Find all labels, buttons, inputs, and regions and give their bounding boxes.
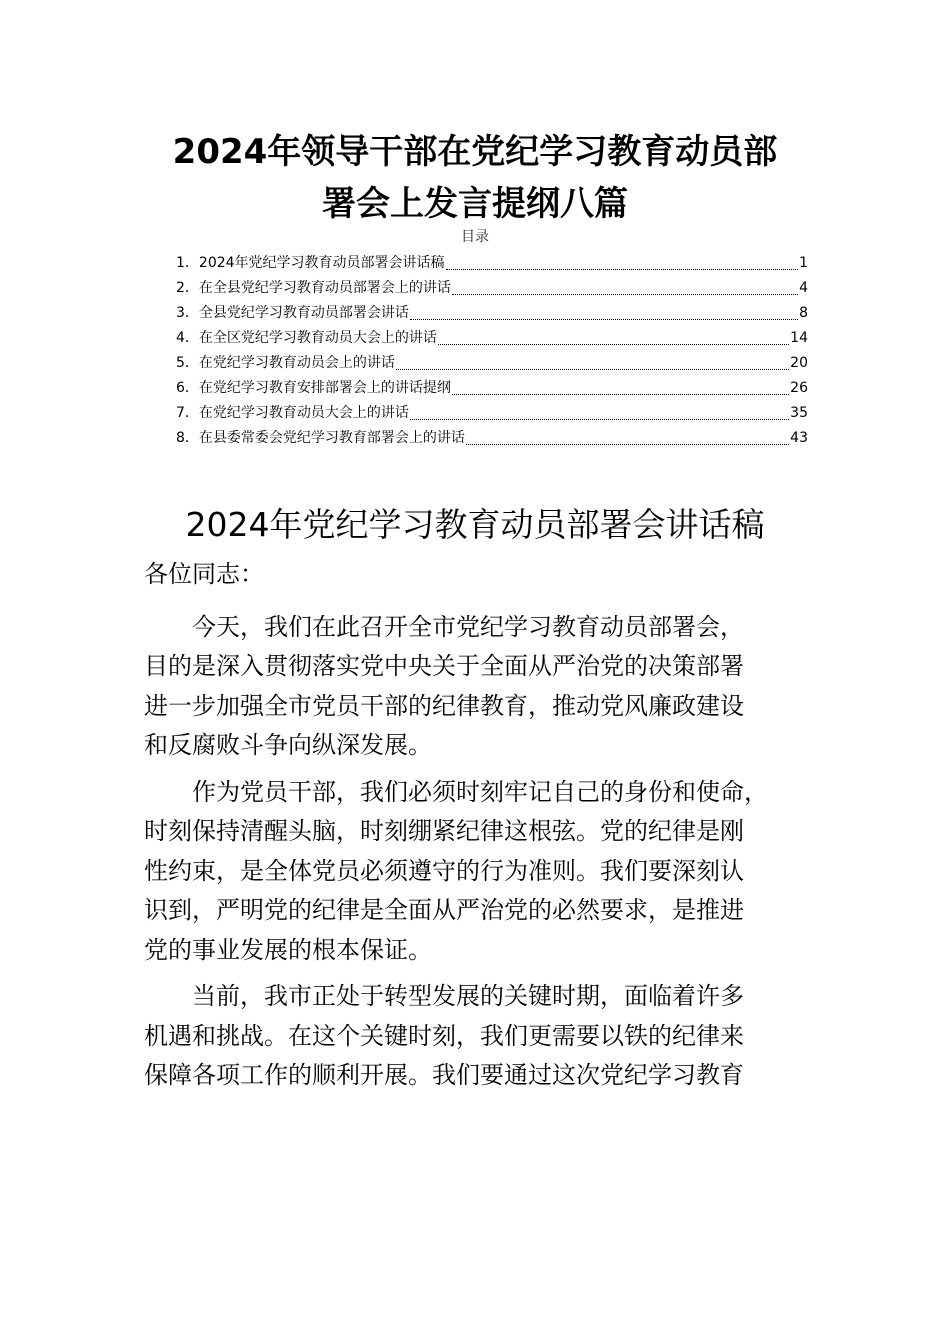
- toc-leader-dots: [438, 344, 789, 345]
- toc-heading: 目录: [461, 229, 489, 245]
- toc-entry[interactable]: [176, 401, 808, 426]
- paragraph-line: 机遇和挑战。在这个关键时刻，我们更需要以铁的纪律来: [144, 1021, 744, 1050]
- toc-leader-dots: [466, 444, 789, 445]
- toc-entry-page: 4: [799, 280, 808, 296]
- toc-entry-title: 2024年党纪学习教育动员部署会讲话稿: [198, 255, 445, 271]
- toc-entry-number: 2．: [176, 280, 199, 296]
- toc-entry-title: 在党纪学习教育动员会上的讲话: [198, 355, 395, 371]
- toc-leader-dots: [410, 419, 789, 420]
- document-title-line-1: 2024年领导干部在党纪学习教育动员部: [172, 132, 778, 172]
- section-title: 2024年党纪学习教育动员部署会讲话稿: [185, 505, 765, 544]
- toc-entry-number: 5．: [176, 355, 199, 371]
- toc-leader-dots: [410, 319, 798, 320]
- paragraph-line: 保障各项工作的顺利开展。我们要通过这次党纪学习教育: [144, 1061, 744, 1089]
- toc-entry-page: 8: [799, 305, 808, 321]
- toc-entry-number: 7．: [176, 405, 199, 421]
- toc-entry[interactable]: [176, 326, 808, 351]
- paragraph-line: 今天，我们在此召开全市党纪学习教育动员部署会，: [192, 612, 744, 641]
- paragraph-line: 进一步加强全市党员干部的纪律教育，推动党风廉政建设: [144, 691, 744, 720]
- toc-leader-dots: [452, 394, 789, 395]
- toc-entry-page: 35: [790, 405, 808, 421]
- document-title: [140, 126, 810, 230]
- paragraph-line: 性约束，是全体党员必须遵守的行为准则。我们要深刻认: [144, 856, 744, 885]
- paragraph-line: 时刻保持清醒头脑，时刻绷紧纪律这根弦。党的纪律是刚: [144, 817, 744, 845]
- toc-entry-page: 20: [790, 355, 808, 371]
- toc-entry-page: 1: [799, 255, 808, 271]
- toc-entry-title: 在县委常委会党纪学习教育部署会上的讲话: [198, 430, 465, 446]
- document-title-line-2: 署会上发言提纲八篇: [322, 184, 628, 224]
- paragraph-line: 党的事业发展的根本保证。: [144, 935, 432, 964]
- toc-leader-dots: [396, 369, 789, 370]
- toc-entry-page: 43: [790, 430, 808, 446]
- paragraph-line: 作为党员干部，我们必须时刻牢记自己的身份和使命，: [192, 777, 768, 806]
- toc-entry-title: 全县党纪学习教育动员部署会讲话: [198, 305, 409, 321]
- toc-entry-number: 6．: [176, 380, 199, 396]
- table-of-contents: [176, 251, 808, 451]
- paragraph: [144, 608, 814, 766]
- paragraph-line: 目的是深入贯彻落实党中央关于全面从严治党的决策部署: [144, 652, 744, 680]
- toc-entry-number: 1．: [176, 255, 199, 271]
- toc-entry-title: 在全区党纪学习教育动员大会上的讲话: [198, 330, 437, 346]
- salutation: 各位同志：: [144, 560, 264, 588]
- paragraph-line: 和反腐败斗争向纵深发展。: [144, 731, 432, 759]
- speech-body: [144, 555, 814, 1103]
- toc-entry-page: 14: [790, 330, 808, 346]
- toc-entry[interactable]: [176, 251, 808, 276]
- toc-entry[interactable]: [176, 276, 808, 301]
- paragraph: [144, 773, 814, 971]
- toc-entry-number: 8．: [176, 430, 199, 446]
- toc-entry[interactable]: [176, 426, 808, 451]
- toc-leader-dots: [452, 294, 798, 295]
- toc-entry-page: 26: [790, 380, 808, 396]
- toc-entry[interactable]: [176, 376, 808, 401]
- toc-entry-number: 4．: [176, 330, 199, 346]
- paragraph-line: 当前，我市正处于转型发展的关键时期，面临着许多: [192, 982, 744, 1010]
- toc-leader-dots: [446, 269, 799, 270]
- paragraph: [144, 977, 814, 1096]
- toc-entry[interactable]: [176, 301, 808, 326]
- toc-entry-title: 在党纪学习教育安排部署会上的讲话提纲: [198, 380, 451, 396]
- toc-entry-title: 在全县党纪学习教育动员部署会上的讲话: [198, 280, 451, 296]
- toc-entry[interactable]: [176, 351, 808, 376]
- toc-entry-number: 3．: [176, 305, 199, 321]
- toc-entry-title: 在党纪学习教育动员大会上的讲话: [198, 405, 409, 421]
- paragraph-line: 识到，严明党的纪律是全面从严治党的必然要求，是推进: [144, 896, 744, 924]
